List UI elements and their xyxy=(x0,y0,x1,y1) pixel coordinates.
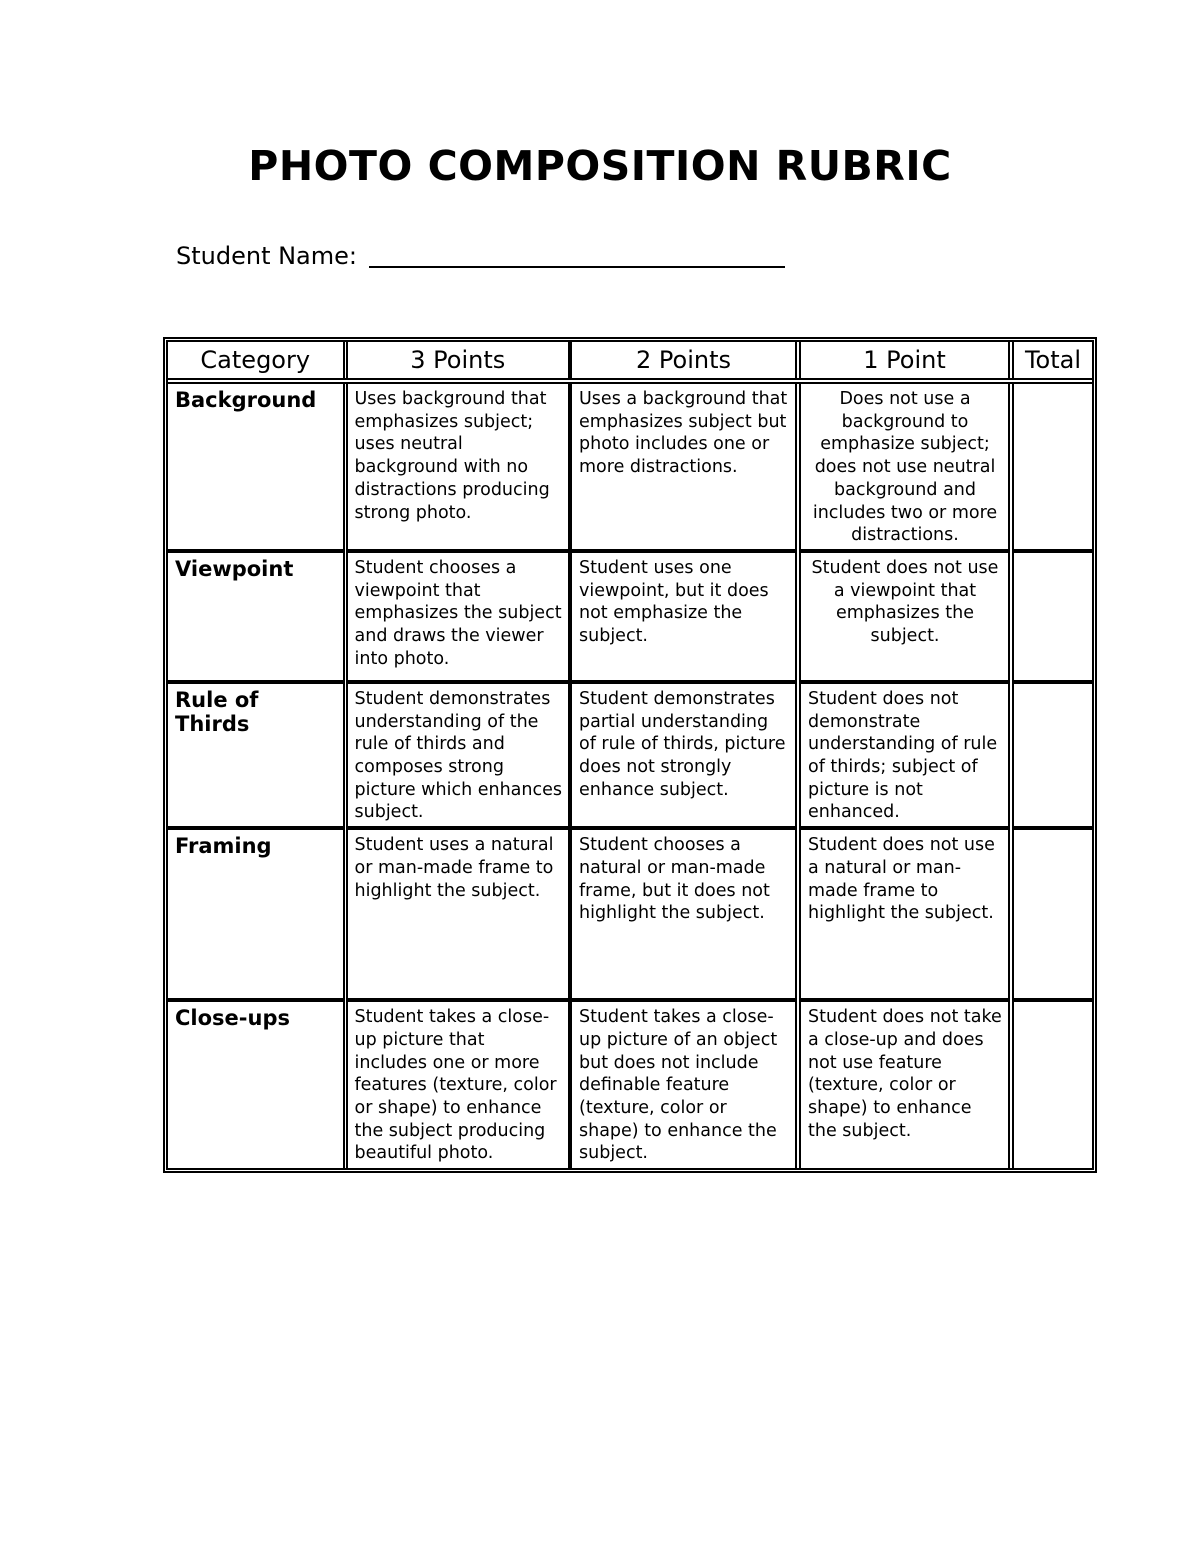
cell-2-points: Uses a background that emphasizes subject but photo includes one or more distractions. xyxy=(570,381,798,551)
cell-3-points: Student chooses a viewpoint that emphasizes the subject and draws the viewer into photo. xyxy=(345,551,570,682)
rubric-table-frame xyxy=(163,337,1097,1173)
category-rule-of-thirds: Rule of Thirds xyxy=(168,682,345,828)
cell-3-points: Student uses a natural or man-made frame to highlight the subject. xyxy=(345,828,570,1000)
cell-1-point: Student does not use a viewpoint that emphasizes the subject. xyxy=(798,551,1011,682)
cell-total[interactable] xyxy=(1011,828,1092,1000)
cell-total[interactable] xyxy=(1011,551,1092,682)
cell-3-points: Uses background that emphasizes subject; uses neutral background with no distractions producing strong photo. xyxy=(345,381,570,551)
table-row xyxy=(168,1000,1092,1168)
table-row xyxy=(168,381,1092,551)
table-row xyxy=(168,551,1092,682)
student-name-blank[interactable] xyxy=(369,240,785,268)
cell-1-point: Student does not use a natural or man-made frame to highlight the subject. xyxy=(798,828,1011,1000)
table-row xyxy=(168,682,1092,828)
cell-total[interactable] xyxy=(1011,682,1092,828)
header-3-points: 3 Points xyxy=(345,342,570,381)
cell-1-point: Student does not take a close-up and does not use feature (texture, color or shape) to enhance the subject. xyxy=(798,1000,1011,1168)
cell-3-points: Student takes a close-up picture that includes one or more features (texture, color or shape) to enhance the subject producing beautiful photo. xyxy=(345,1000,570,1168)
cell-2-points: Student uses one viewpoint, but it does not emphasize the subject. xyxy=(570,551,798,682)
cell-3-points: Student demonstrates understanding of the rule of thirds and composes strong picture which enhances subject. xyxy=(345,682,570,828)
category-background: Background xyxy=(168,381,345,551)
header-category: Category xyxy=(168,342,345,381)
header-total: Total xyxy=(1011,342,1092,381)
cell-1-point: Does not use a background to emphasize subject; does not use neutral background and includes two or more distractions. xyxy=(798,381,1011,551)
category-close-ups: Close-ups xyxy=(168,1000,345,1168)
header-row xyxy=(168,342,1092,381)
cell-total[interactable] xyxy=(1011,1000,1092,1168)
category-viewpoint: Viewpoint xyxy=(168,551,345,682)
cell-1-point: Student does not demonstrate understanding of rule of thirds; subject of picture is not enhanced. xyxy=(798,682,1011,828)
student-name-line xyxy=(176,240,785,270)
cell-2-points: Student demonstrates partial understanding of rule of thirds, picture does not strongly enhance subject. xyxy=(570,682,798,828)
student-name-label: Student Name: xyxy=(176,242,357,270)
page-title: PHOTO COMPOSITION RUBRIC xyxy=(248,142,952,190)
header-2-points: 2 Points xyxy=(570,342,798,381)
table-row xyxy=(168,828,1092,1000)
rubric-table xyxy=(168,342,1092,1168)
cell-2-points: Student takes a close-up picture of an object but does not include definable feature (texture, color or shape) to enhance the subject. xyxy=(570,1000,798,1168)
cell-2-points: Student chooses a natural or man-made frame, but it does not highlight the subject. xyxy=(570,828,798,1000)
category-framing: Framing xyxy=(168,828,345,1000)
header-1-point: 1 Point xyxy=(798,342,1011,381)
cell-total[interactable] xyxy=(1011,381,1092,551)
